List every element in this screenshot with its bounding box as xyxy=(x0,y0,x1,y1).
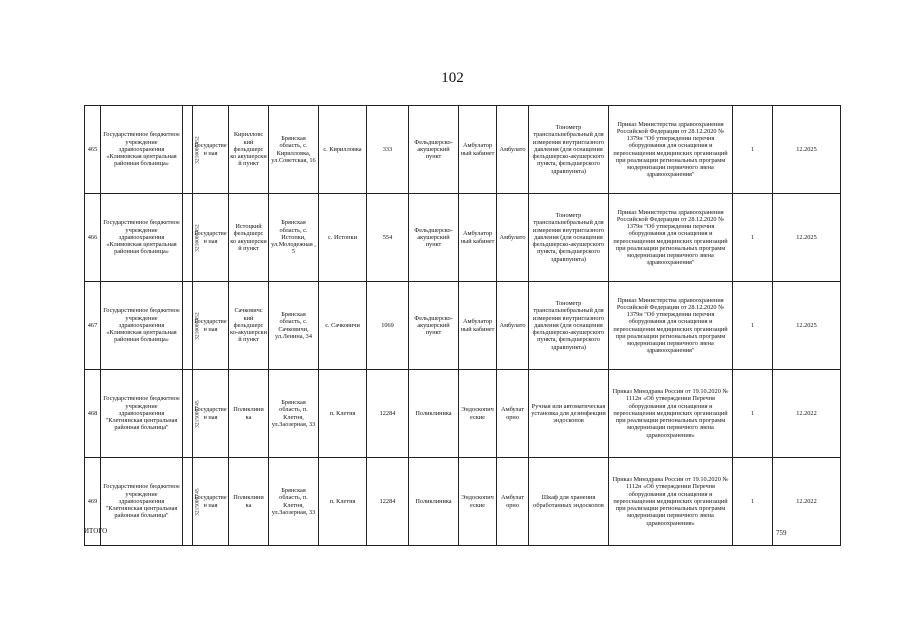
equipment-description: Тонометр транспальпебральный для измерения внутриглазного давления (для оснащения фельдшерско-акушерского пункта, фельдшерского здравпункта) xyxy=(529,106,609,194)
cabinet-type: Амбулатор ный кабинет xyxy=(459,106,497,194)
institution-name: Государственное бюджетное учреждение здравоохранения «Климовская центральная районная больница» xyxy=(101,106,183,194)
unit-address: Брянская область, с. Кирилловка, ул.Советская, 16 xyxy=(269,106,319,194)
delivery-date: 12.2022 xyxy=(773,370,841,458)
unit-address: Брянская область, с. Сачковичи, ул.Ленина, 34 xyxy=(269,282,319,370)
row-number: 469 xyxy=(85,458,101,546)
quantity: 1 xyxy=(733,458,773,546)
unit-name: Сачковичс кий фельдшерс ко-акушерски й пункт xyxy=(229,282,269,370)
total-label: ИТОГО xyxy=(84,527,108,535)
institution-code xyxy=(183,282,201,370)
facility-type: Фельдшерско-акушерский пункт xyxy=(409,106,459,194)
facility-type: Фельдшерско-акушерский пункт xyxy=(409,282,459,370)
settlement-name: с. Сачковичи xyxy=(319,282,367,370)
care-type: Амбулато xyxy=(497,194,529,282)
table-row xyxy=(85,370,841,458)
institution-code-text: 3216000452 xyxy=(194,224,201,252)
facility-type: Поликлиника xyxy=(409,370,459,458)
institution-code xyxy=(183,458,201,546)
row-number: 466 xyxy=(85,194,101,282)
care-type: Амбулат орно xyxy=(497,370,529,458)
unit-name: Поликлини ка xyxy=(229,370,269,458)
page-number: 102 xyxy=(441,70,464,86)
cabinet-type: Амбулатор ный кабинет xyxy=(459,282,497,370)
unit-name: Истоцкий фельдшерс ко акушерски й пункт xyxy=(229,194,269,282)
table-row xyxy=(85,106,841,194)
institution-name: Государственное бюджетное учреждение здравоохранения "Клетнянская центральная районная больница" xyxy=(101,370,183,458)
unit-address: Брянская область, п. Клетня, ул.Заозерная, 33 xyxy=(269,370,319,458)
population-count: 12284 xyxy=(367,458,409,546)
unit-name: Кирилловс кий фельдшерс ко акушерски й пункт xyxy=(229,106,269,194)
settlement-name: п. Клетня xyxy=(319,370,367,458)
care-type: Амбулато xyxy=(497,282,529,370)
delivery-date: 12.2025 xyxy=(773,282,841,370)
quantity: 1 xyxy=(733,106,773,194)
facility-type: Фельдшерско-акушерский пункт xyxy=(409,194,459,282)
equipment-description: Тонометр транспальпебральный для измерения внутриглазного давления (для оснащения фельдшерско-акушерского пункта, фельдшерского здравпункта) xyxy=(529,194,609,282)
delivery-date: 12.2025 xyxy=(773,106,841,194)
row-number: 465 xyxy=(85,106,101,194)
equipment-description: Шкаф для хранения обработанных эндоскопов xyxy=(529,458,609,546)
institution-code xyxy=(183,106,201,194)
unit-address: Брянская область, п. Клетня, ул.Заозерная, 33 xyxy=(269,458,319,546)
regulatory-order: Приказ Минздрава России от 19.10.2020 № 1112н «Об утверждении Перечня оборудования для оснащения и переоснащения медицинских организаций при реализации региональных программ модернизации первичного звена здравоохранения» xyxy=(609,370,733,458)
ownership-form: Государствен ная xyxy=(193,194,229,282)
institution-code-text: 3216000452 xyxy=(194,136,201,164)
regulatory-order: Приказ Министерства здравоохранения Российской Федерации от 28.12.2020 № 1379н "Об утверждении перечня оборудования для оснащения и переоснащения медицинских организаций при реализации региональных программ модернизации первичного звена здравоохранения" xyxy=(609,194,733,282)
institution-name: Государственное бюджетное учреждение здравоохранения «Климовская центральная районная больница» xyxy=(101,282,183,370)
care-type: Амбулат орно xyxy=(497,458,529,546)
quantity: 1 xyxy=(733,282,773,370)
settlement-name: п. Клетня xyxy=(319,458,367,546)
population-count: 1069 xyxy=(367,282,409,370)
registry-table xyxy=(84,105,841,546)
row-number: 468 xyxy=(85,370,101,458)
population-count: 333 xyxy=(367,106,409,194)
cabinet-type: Эндоскопич еские xyxy=(459,458,497,546)
unit-name: Поликлини ка xyxy=(229,458,269,546)
equipment-description: Ручная или автоматическая установка для дезинфекции эндоскопов xyxy=(529,370,609,458)
unit-address: Брянская область, с. Истопки, ул.Молодежная , 5 xyxy=(269,194,319,282)
table-row xyxy=(85,282,841,370)
population-count: 554 xyxy=(367,194,409,282)
quantity: 1 xyxy=(733,370,773,458)
institution-code-text: 3215000745 xyxy=(194,488,201,516)
institution-code xyxy=(183,370,201,458)
equipment-description: Тонометр транспальпебральный для измерения внутриглазного давления (для оснащения фельдшерско-акушерского пункта, фельдшерского здравпункта) xyxy=(529,282,609,370)
regulatory-order: Приказ Минздрава России от 19.10.2020 № 1112н «Об утверждении Перечня оборудования для оснащения и переоснащения медицинских организаций при реализации региональных программ модернизации первичного звена здравоохранения» xyxy=(609,458,733,546)
facility-type: Поликлиника xyxy=(409,458,459,546)
cabinet-type: Амбулатор ный кабинет xyxy=(459,194,497,282)
ownership-form: Государствен ная xyxy=(193,370,229,458)
regulatory-order: Приказ Министерства здравоохранения Российской Федерации от 28.12.2020 № 1379н "Об утверждении перечня оборудования для оснащения и переоснащения медицинских организаций при реализации региональных программ модернизации первичного звена здравоохранения" xyxy=(609,106,733,194)
quantity: 1 xyxy=(733,194,773,282)
ownership-form: Государствен ная xyxy=(193,458,229,546)
settlement-name: с. Кирилловка xyxy=(319,106,367,194)
table-row xyxy=(85,194,841,282)
ownership-form: Государствен ная xyxy=(193,282,229,370)
delivery-date: 12.2022 xyxy=(773,458,841,546)
institution-code xyxy=(183,194,201,282)
settlement-name: с. Истопки xyxy=(319,194,367,282)
ownership-form: Государствен ная xyxy=(193,106,229,194)
institution-name: Государственное бюджетное учреждение здравоохранения "Клетнянская центральная районная больница" xyxy=(101,458,183,546)
institution-code-text: 3216000452 xyxy=(194,312,201,340)
institution-name: Государственное бюджетное учреждение здравоохранения «Климовская центральная районная больница» xyxy=(101,194,183,282)
care-type: Амбулато xyxy=(497,106,529,194)
row-number: 467 xyxy=(85,282,101,370)
regulatory-order: Приказ Министерства здравоохранения Российской Федерации от 28.12.2020 № 1379н "Об утверждении перечня оборудования для оснащения и переоснащения медицинских организаций при реализации региональных программ модернизации первичного звена здравоохранения" xyxy=(609,282,733,370)
total-value: 759 xyxy=(776,529,787,537)
institution-code-text: 3215000745 xyxy=(194,400,201,428)
cabinet-type: Эндоскопич еские xyxy=(459,370,497,458)
population-count: 12284 xyxy=(367,370,409,458)
table-row xyxy=(85,458,841,546)
delivery-date: 12.2025 xyxy=(773,194,841,282)
